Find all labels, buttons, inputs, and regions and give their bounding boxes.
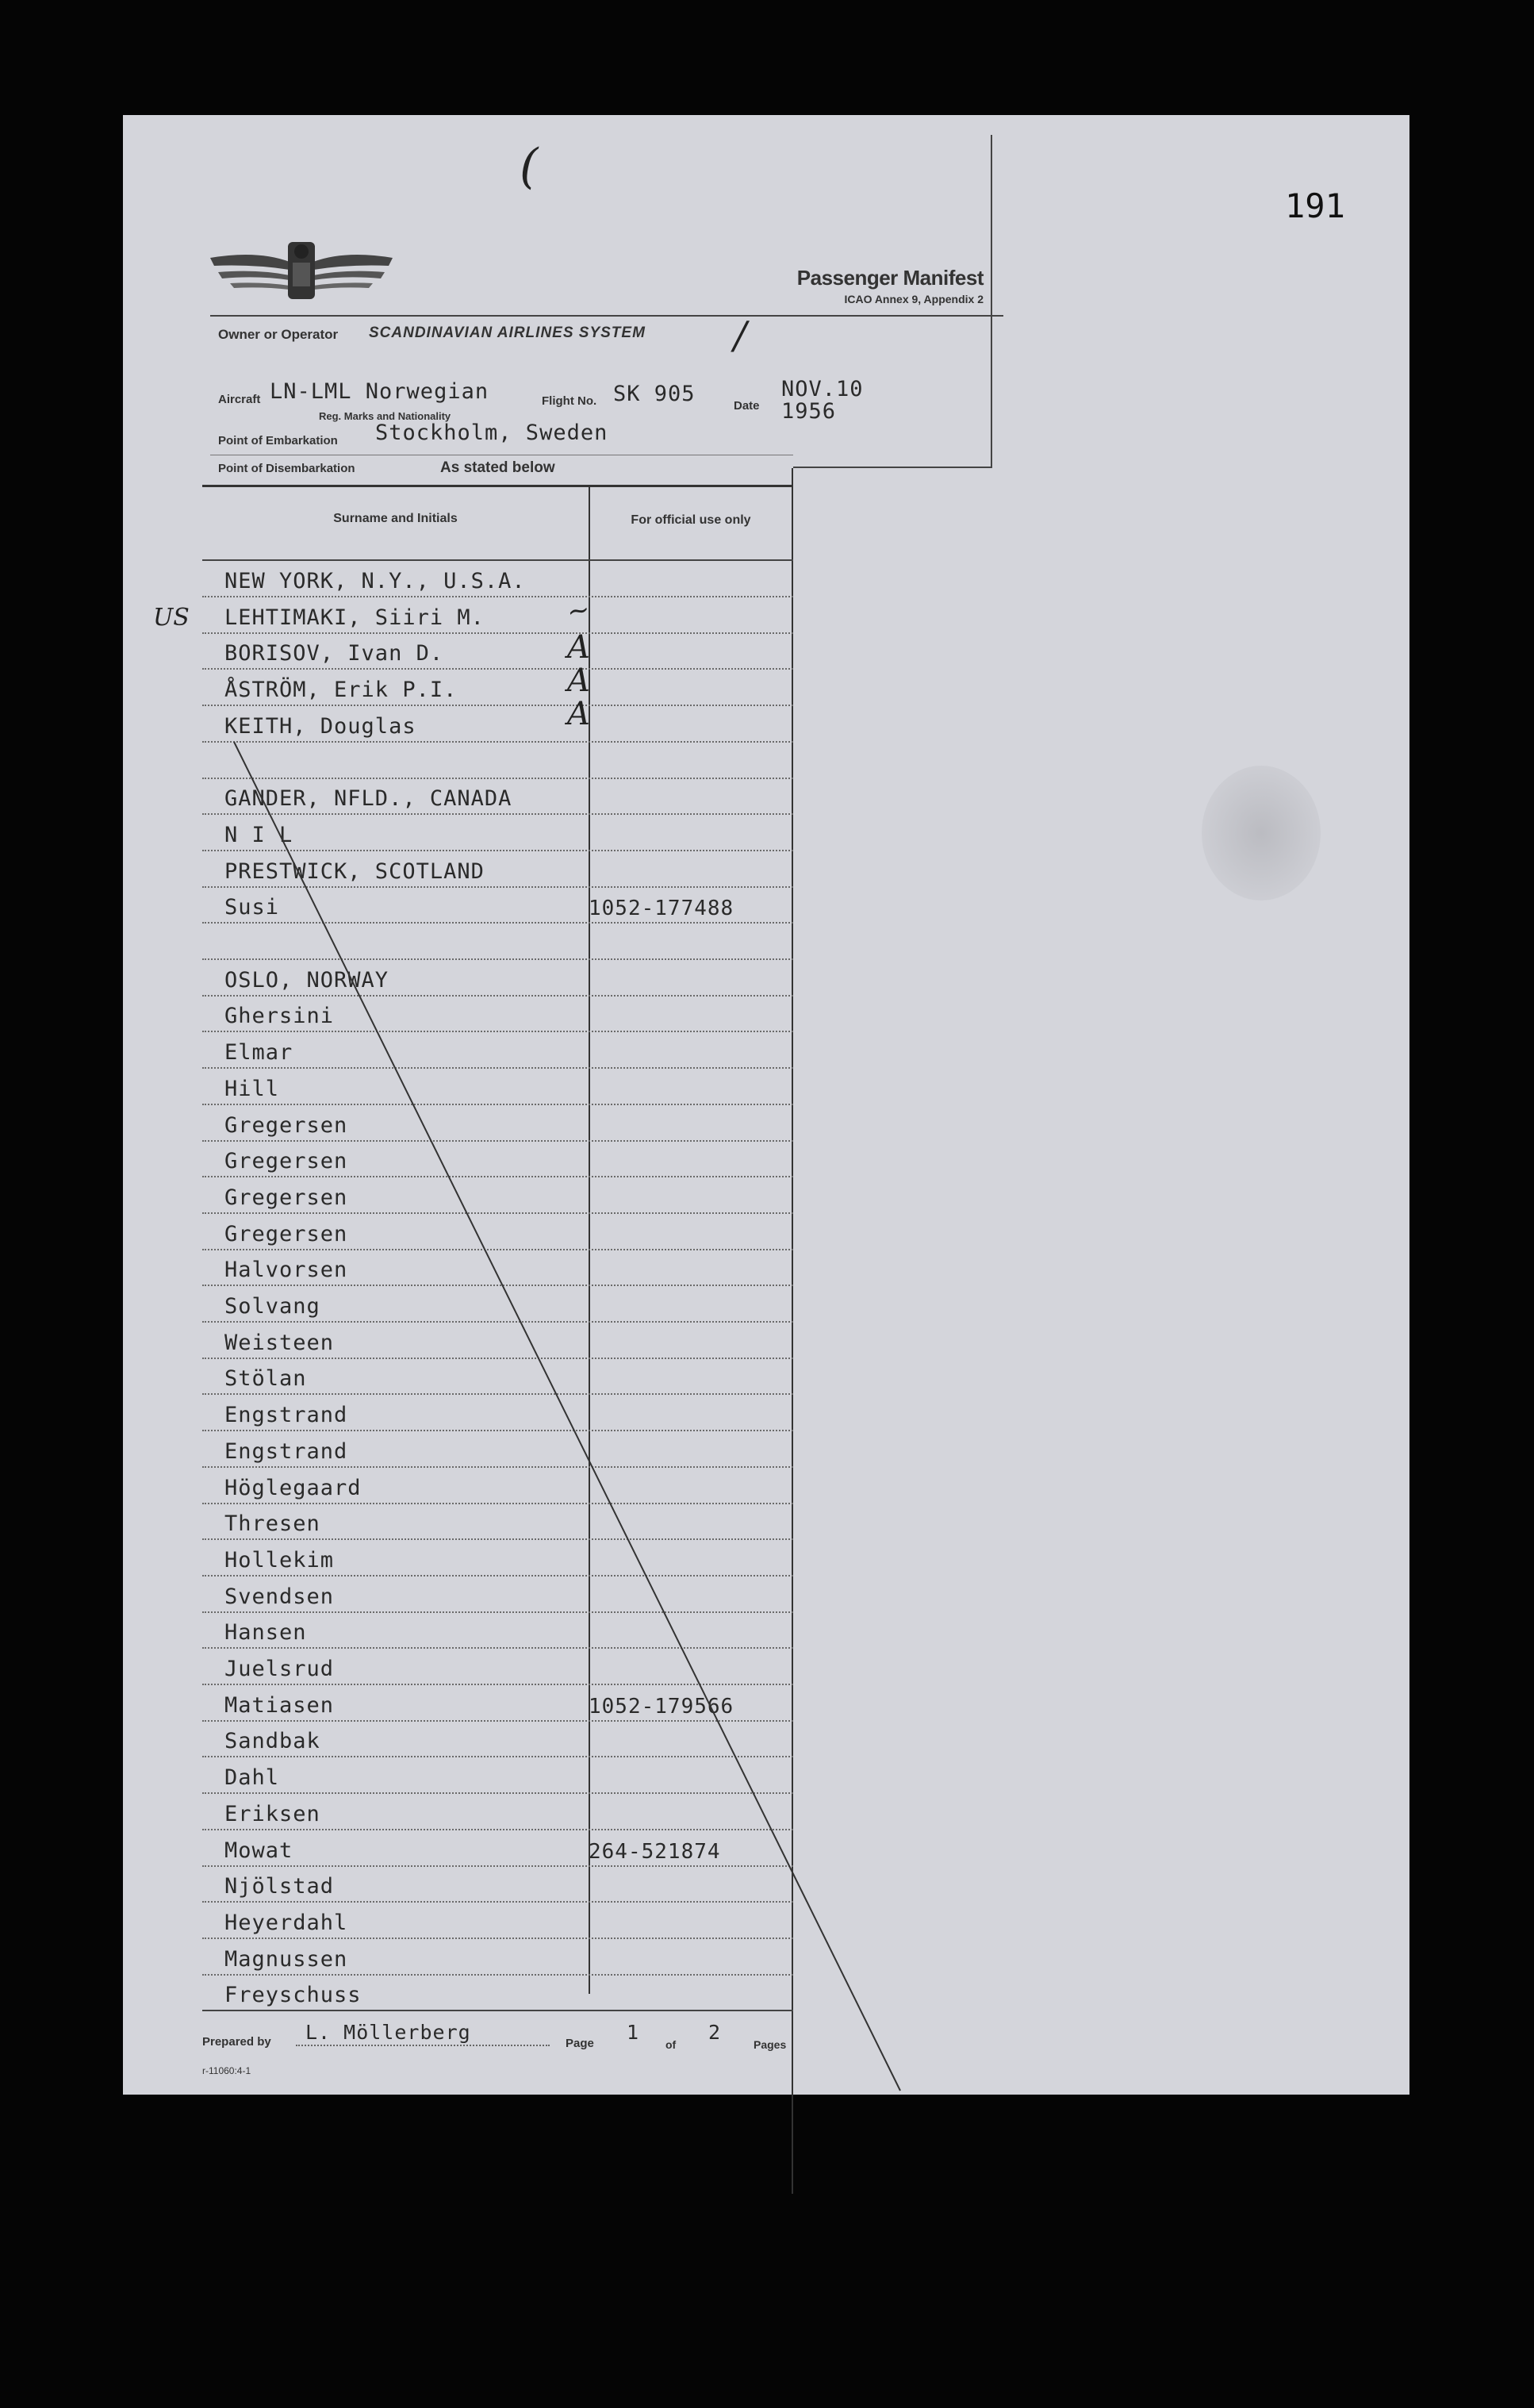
column-header-name: Surname and Initials [333,512,458,525]
passenger-name: Elmar [224,1040,293,1066]
passenger-name: Solvang [224,1294,320,1319]
passenger-name: Gregersen [224,1112,348,1138]
passenger-name: LEHTIMAKI, Siiri M. [224,605,485,630]
passenger-name: PRESTWICK, SCOTLAND [224,858,485,884]
passenger-name: Gregersen [224,1149,348,1174]
passenger-name: Freyschuss [224,1983,362,2008]
passenger-name: Weisteen [224,1330,335,1355]
date-label: Date [734,399,760,413]
passenger-name: Hill [224,1076,280,1101]
handwritten-a-1: A [567,629,590,666]
page-label: Page [566,2037,594,2050]
margin-note: US [153,603,190,632]
passenger-name: OSLO, NORWAY [224,967,389,993]
footer-rule [202,2010,793,2011]
aircraft-value: LN-LML Norwegian [270,379,489,404]
passenger-name: Thresen [224,1511,320,1537]
passenger-name: Sandbak [224,1729,320,1754]
passenger-name: Juelsrud [224,1657,335,1681]
passenger-name: Dahl [224,1765,280,1791]
handwritten-a-3: A [567,696,590,732]
passenger-name: KEITH, Douglas [224,713,416,739]
date-value-year: 1956 [781,399,837,424]
pages-label: Pages [754,2038,787,2051]
passenger-name: GANDER, NFLD., CANADA [224,786,512,812]
form-title: Passenger Manifest [796,266,984,290]
of-value: 2 [708,2021,722,2044]
passenger-name: Gregersen [224,1221,348,1246]
of-label: of [665,2038,677,2051]
form-code: r-11060:4-1 [202,2065,251,2076]
passenger-name: Gregersen [224,1185,348,1210]
passenger-name: Hollekim [224,1547,335,1573]
manifest-page [123,115,1409,2095]
column-header-official: For official use only [631,513,751,527]
prepared-value: L. Möllerberg [305,2021,471,2044]
official-use-value: 1052-179566 [589,1694,734,1719]
passenger-name: Svendsen [224,1584,335,1609]
handwritten-a-2: A [567,662,590,699]
flight-label: Flight No. [542,394,597,408]
owner-value: SCANDINAVIAN AIRLINES SYSTEM [369,325,646,341]
passenger-name: BORISOV, Ivan D. [224,641,444,666]
passenger-name: Höglegaard [224,1475,362,1500]
diagonal-strike-line [123,115,1409,2095]
passenger-name: N I L [224,822,293,847]
fingerprint-smudge [1202,766,1321,901]
form-subtitle: ICAO Annex 9, Appendix 2 [844,293,984,305]
handwritten-check: ~ [564,593,593,629]
prepared-line [296,2045,550,2046]
date-value-month: NOV.10 [781,377,864,401]
disembarkation-label: Point of Disembarkation [218,462,355,475]
passenger-name: Susi [224,895,280,920]
passenger-name: ÅSTRÖM, Erik P.I. [224,678,458,703]
page-value: 1 [627,2021,640,2044]
passenger-name: Heyerdahl [224,1910,348,1935]
aircraft-label: Aircraft [218,393,261,406]
passenger-name: Magnussen [224,1946,348,1972]
passenger-name: Eriksen [224,1801,320,1826]
passenger-name: Engstrand [224,1403,348,1428]
owner-label: Owner or Operator [218,327,339,342]
official-use-value: 264-521874 [589,1839,721,1864]
reg-marks-label: Reg. Marks and Nationality [319,410,451,422]
pen-stroke: ( [520,139,539,194]
embarkation-value: Stockholm, Sweden [375,421,608,445]
passenger-name: Matiasen [224,1692,335,1718]
passenger-name: Halvorsen [224,1258,348,1283]
passenger-name: Mowat [224,1838,293,1863]
disembarkation-value: As stated below [440,459,555,476]
passenger-name: Hansen [224,1620,307,1646]
passenger-name: Njölstad [224,1874,335,1899]
embarkation-label: Point of Embarkation [218,434,338,447]
passenger-name: Ghersini [224,1004,335,1029]
official-use-value: 1052-177488 [589,897,734,921]
prepared-label: Prepared by [202,2035,271,2049]
page-number: 191 [1285,186,1345,225]
passenger-name: Engstrand [224,1438,348,1464]
owner-pen-mark: / [734,313,747,358]
flight-value: SK 905 [613,382,696,406]
passenger-name: NEW YORK, N.Y., U.S.A. [224,569,526,593]
passenger-name: Stölan [224,1366,307,1392]
